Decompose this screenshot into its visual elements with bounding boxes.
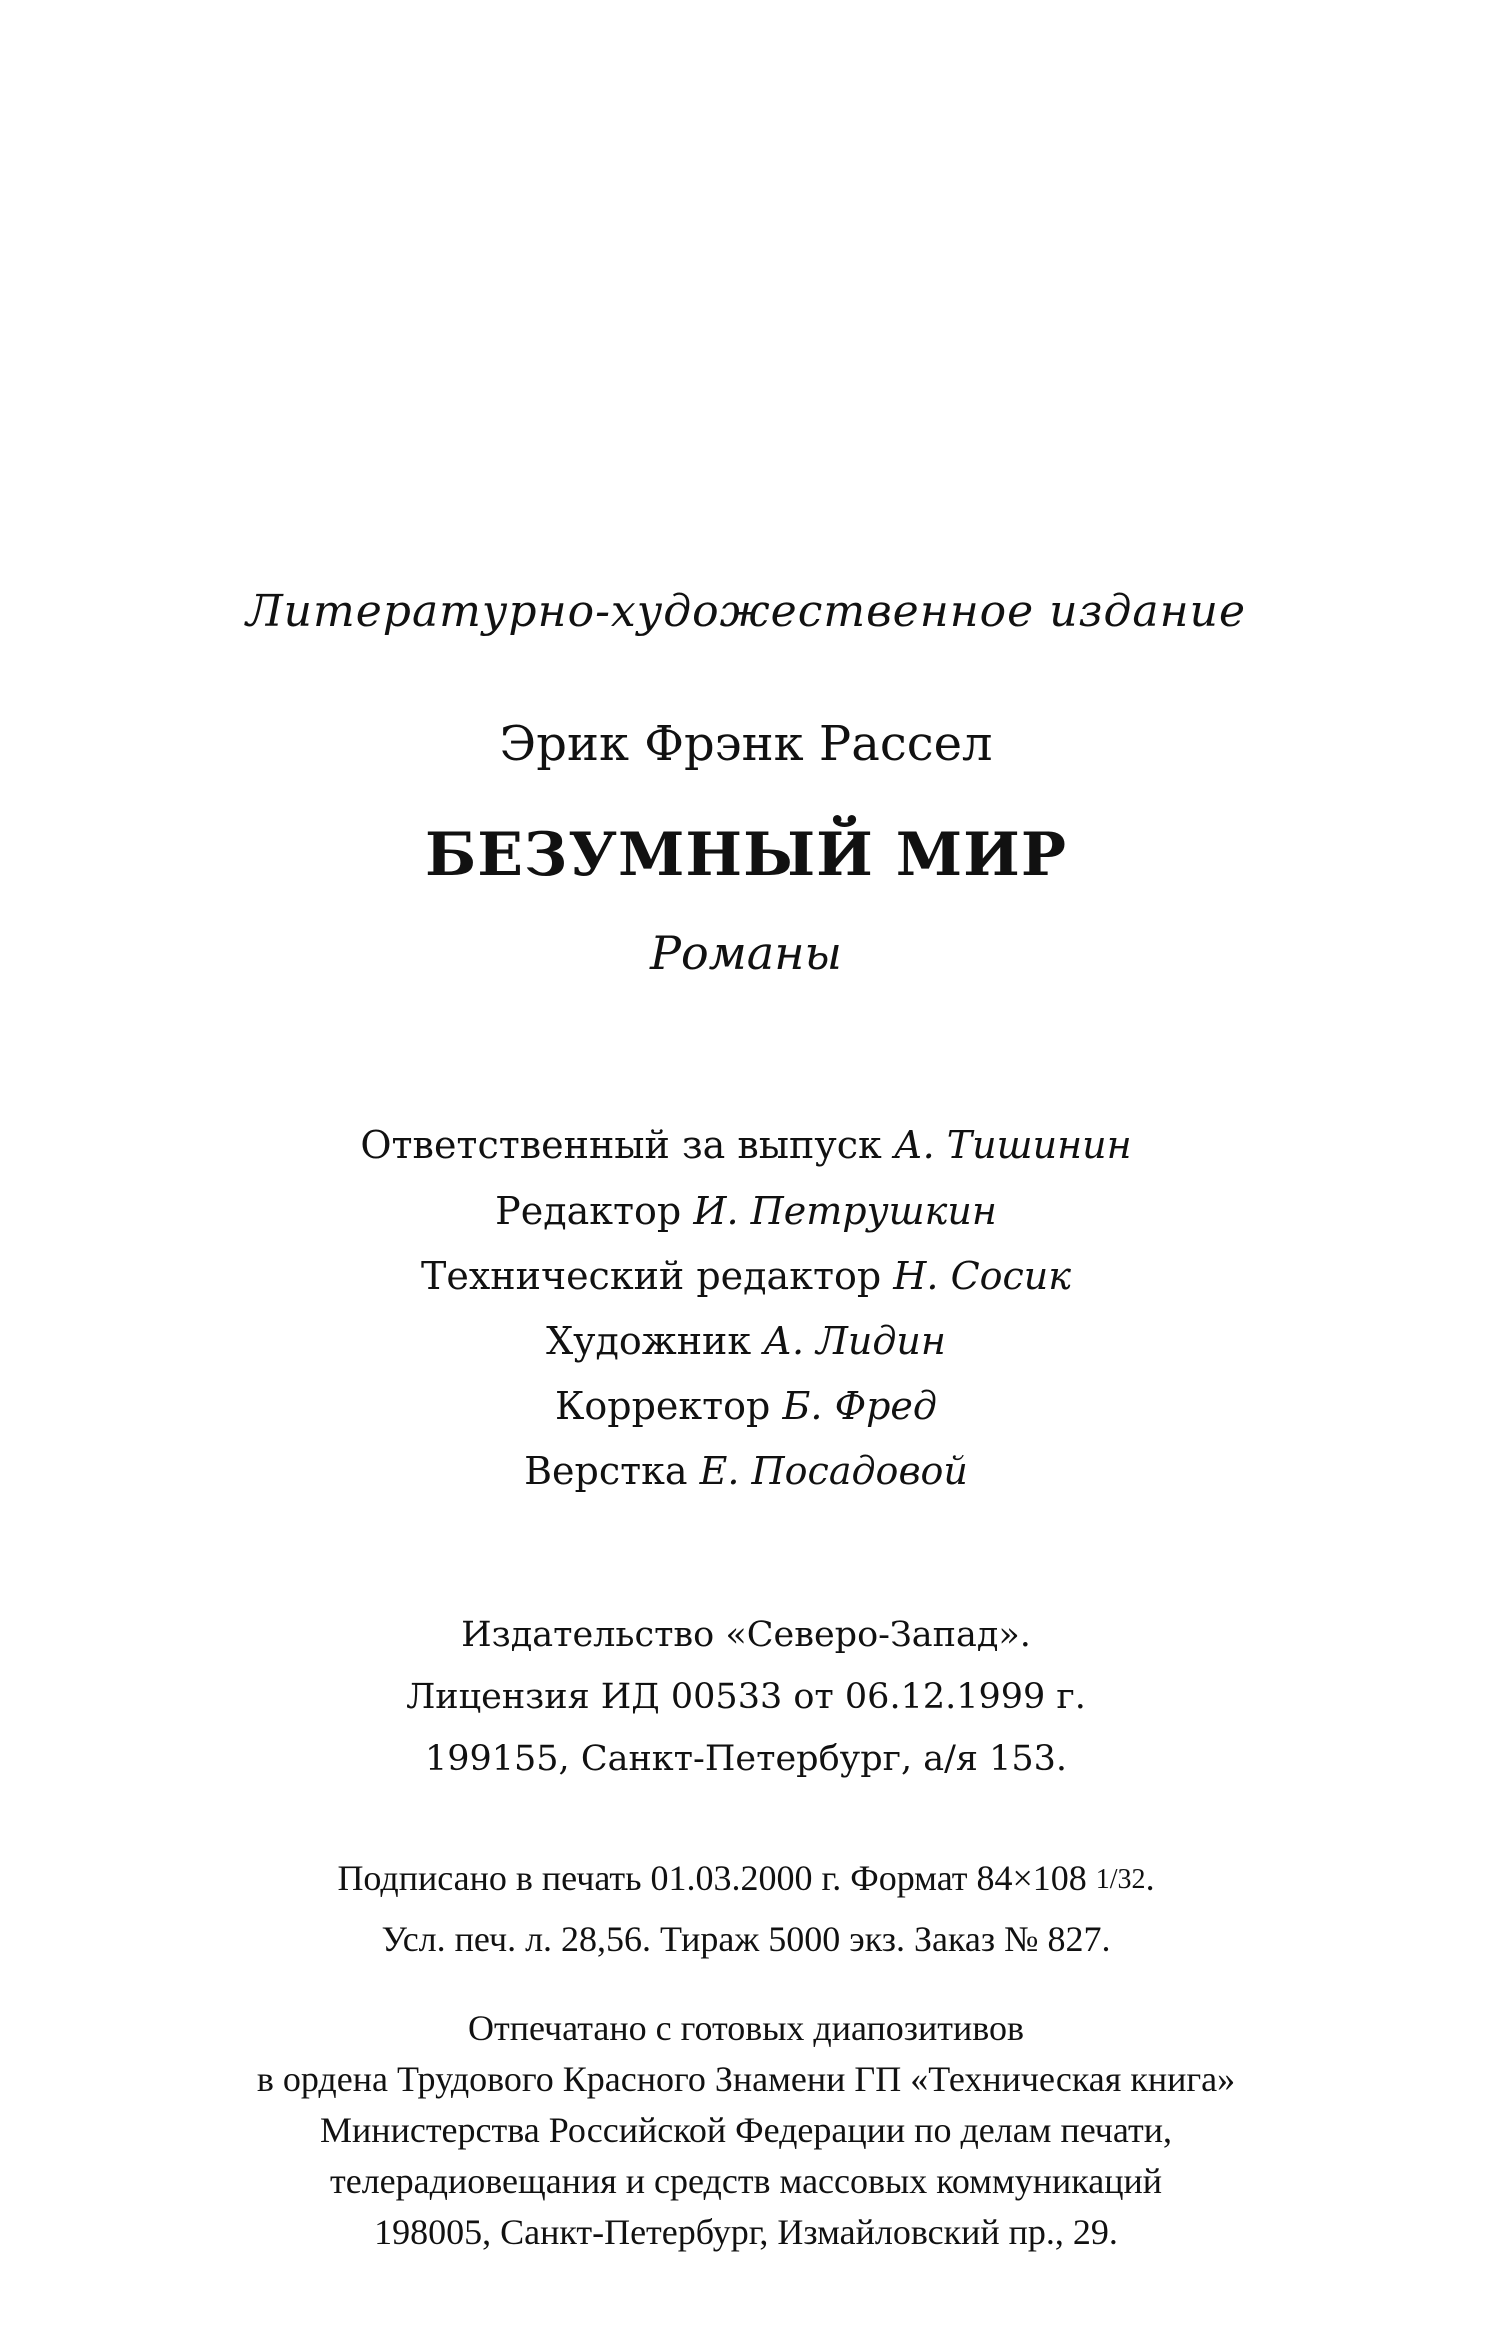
credit-line [0,1384,1492,1428]
credit-line [0,1189,1492,1233]
credit-line [0,1449,1492,1493]
publisher-address: 199155, Санкт-Петербург, а/я 153. [424,1739,1068,1779]
credit-role: Технический редактор [421,1254,882,1298]
print-line-end: . [1145,1858,1155,1898]
format-fraction: 1/32 [1095,1864,1146,1895]
credit-role: Корректор [554,1384,771,1428]
author-name: Эрик Фрэнк Рассел [499,716,993,772]
credit-name: А. Тишинин [893,1123,1132,1167]
printing-house-line: Отпечатано с готовых диапозитивов [467,2008,1025,2048]
print-signed-line [0,1860,1492,1896]
printing-house-line: телерадиовещания и средств массовых коммуникаций [330,2161,1162,2201]
printing-house-line: в ордена Трудового Красного Знамени ГП «Техническая книга» [256,2059,1236,2099]
credit-role: Верстка [524,1449,688,1493]
credit-line [0,1254,1492,1298]
credit-name: Е. Посадовой [699,1449,968,1493]
book-title: БЕЗУМНЫЙ МИР [425,820,1067,890]
credit-line [0,1319,1492,1363]
credit-name: А. Лидин [763,1319,946,1363]
book-subtitle: Романы [650,926,842,980]
credit-name: Н. Сосик [893,1254,1071,1298]
credit-role: Редактор [495,1189,682,1233]
print-signed-text: Подписано в печать 01.03.2000 г. Формат 84×108 [337,1858,1087,1898]
publisher-name: Издательство «Северо-Запад». [461,1615,1031,1655]
credit-name: Б. Фред [782,1384,938,1428]
credit-name: И. Петрушкин [693,1189,997,1233]
credit-line [0,1123,1492,1167]
print-run-line: Усл. печ. л. 28,56. Тираж 5000 экз. Заказ № 827. [381,1919,1111,1959]
printing-house-line: Министерства Российской Федерации по делам печати, [320,2110,1172,2150]
credit-role: Художник [546,1319,752,1363]
publisher-license: Лицензия ИД 00533 от 06.12.1999 г. [406,1677,1086,1717]
credit-role: Ответственный за выпуск [360,1123,882,1167]
genre-label: Литературно-художественное издание [245,586,1247,637]
printing-house-line: 198005, Санкт-Петербург, Измайловский пр., 29. [374,2212,1118,2252]
